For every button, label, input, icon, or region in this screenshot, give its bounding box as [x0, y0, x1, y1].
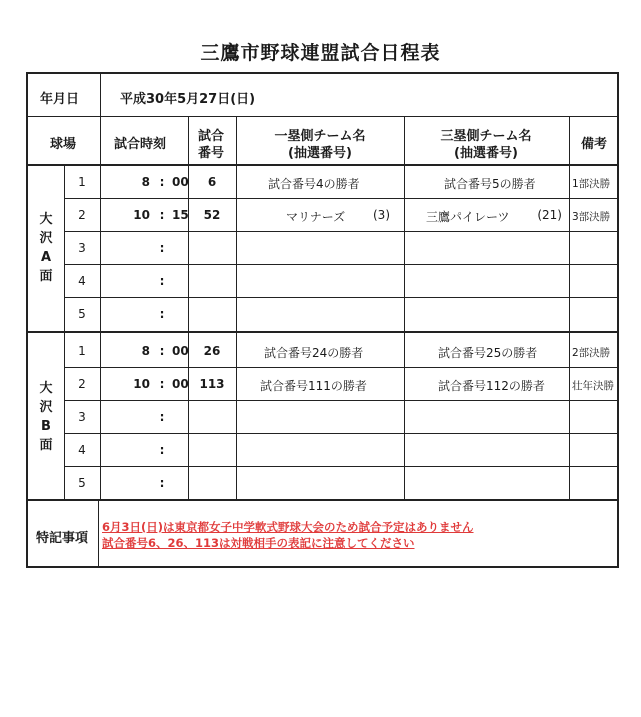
- rule-header: [28, 164, 617, 166]
- time-separator: :: [159, 443, 165, 457]
- rule-row: [64, 297, 617, 298]
- venue-name-char: 大: [39, 211, 53, 227]
- rule-row: [64, 231, 617, 232]
- row-number: 3: [78, 410, 86, 424]
- remarks: 3部決勝: [572, 211, 611, 223]
- row-number: 3: [78, 241, 86, 255]
- rule-row: [64, 264, 617, 265]
- row-number: 2: [78, 208, 86, 222]
- venue-name-char: A: [40, 249, 52, 265]
- third-base-team: 三鷹パイレーツ: [426, 210, 510, 224]
- time-separator: :: [159, 175, 165, 189]
- date-label: 年月日: [40, 92, 80, 107]
- rule-venue-split: [28, 331, 617, 333]
- time-separator: :: [159, 476, 165, 490]
- time-separator: :: [159, 208, 165, 222]
- time-hour: 10: [133, 377, 150, 391]
- time-hour: 10: [133, 208, 150, 222]
- rule-row: [64, 367, 617, 368]
- row-number: 5: [78, 307, 86, 321]
- rule-row: [64, 433, 617, 434]
- header-first-base-1: 一塁側チーム名: [274, 129, 366, 144]
- date-value: 平成30年5月27日(日): [120, 92, 256, 107]
- special-note-line-1: 6月3日(日)は東京都女子中学軟式野球大会のため試合予定はありません: [102, 520, 474, 534]
- venue-name: [29, 379, 63, 455]
- first-base-draw: (3): [373, 208, 390, 222]
- time-hour: 8: [141, 175, 150, 189]
- match-number: 26: [203, 344, 221, 358]
- header-match-no-1: 試合: [197, 129, 224, 144]
- first-base-team: マリナーズ: [286, 210, 346, 224]
- time-separator: :: [159, 274, 165, 288]
- remarks: 壮年決勝: [572, 380, 614, 392]
- time-separator: :: [159, 241, 165, 255]
- venue-name-char: B: [41, 418, 51, 434]
- third-base-draw: (21): [537, 208, 562, 222]
- row-number: 1: [78, 175, 86, 189]
- rule-row: [64, 466, 617, 467]
- rule-notes: [28, 499, 617, 501]
- col-notes: [98, 500, 99, 568]
- time-minute: 00: [172, 175, 189, 189]
- col-time: [100, 165, 101, 499]
- time-minute: 00: [172, 377, 189, 391]
- third-base-team: 試合番号112の勝者: [438, 379, 545, 393]
- header-third-base-1: 三塁側チーム名: [440, 129, 532, 144]
- row-number: 4: [78, 274, 86, 288]
- row-number: 4: [78, 443, 86, 457]
- venue-name-char: 大: [39, 380, 53, 396]
- col-third: [404, 116, 405, 499]
- row-number: 2: [78, 377, 86, 391]
- time-separator: :: [159, 344, 165, 358]
- header-time: 試合時刻: [114, 137, 167, 152]
- header-third-base-2: (抽選番号): [454, 146, 518, 161]
- header-remarks: 備考: [580, 137, 607, 152]
- remarks: 2部決勝: [572, 347, 611, 359]
- match-number: 6: [207, 175, 217, 189]
- remarks: 1部決勝: [572, 178, 611, 190]
- time-separator: :: [159, 307, 165, 321]
- venue-name-char: 沢: [39, 230, 53, 246]
- special-note-line-2: 試合番号6、26、113は対戦相手の表記に注意してください: [102, 536, 415, 550]
- header-match-no-2: 番号: [197, 146, 224, 161]
- schedule-table: [26, 72, 619, 568]
- first-base-team: 試合番号24の勝者: [264, 346, 364, 360]
- page-title: 三鷹市野球連盟試合日程表: [200, 42, 441, 64]
- col-match: [188, 116, 189, 499]
- col-first: [236, 116, 237, 499]
- time-minute: 15: [172, 208, 189, 222]
- venue-name: [29, 210, 63, 286]
- rule-row: [64, 198, 617, 199]
- col-remarks: [569, 116, 570, 499]
- rule-row: [64, 400, 617, 401]
- third-base-team: 試合番号5の勝者: [444, 177, 536, 191]
- venue-name-char: 沢: [39, 399, 53, 415]
- row-number: 5: [78, 476, 86, 490]
- first-base-team: 試合番号111の勝者: [260, 379, 367, 393]
- time-hour: 8: [141, 344, 150, 358]
- time-separator: :: [159, 377, 165, 391]
- col-date-divider: [100, 74, 101, 116]
- venue-name-char: 面: [39, 437, 53, 453]
- venue-name-char: 面: [39, 268, 53, 284]
- first-base-team: 試合番号4の勝者: [268, 177, 360, 191]
- third-base-team: 試合番号25の勝者: [438, 346, 538, 360]
- match-number: 113: [199, 377, 225, 391]
- row-number: 1: [78, 344, 86, 358]
- header-first-base-2: (抽選番号): [288, 146, 352, 161]
- time-minute: 00: [172, 344, 189, 358]
- rule-date: [28, 116, 617, 117]
- col-venue-divider: [100, 116, 101, 164]
- match-number: 52: [203, 208, 221, 222]
- time-separator: :: [159, 410, 165, 424]
- special-notes-label: 特記事項: [36, 531, 89, 546]
- header-venue: 球場: [50, 137, 77, 152]
